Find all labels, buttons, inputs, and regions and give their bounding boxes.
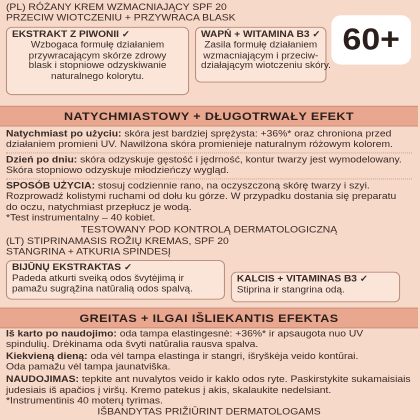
pl-immediate-text-1: skóra jest bardziej sprężysta: +36%* oraz chroniona przed bbox=[121, 129, 392, 140]
pl-day-line-1 bbox=[6, 155, 402, 166]
pl-peony-title: EKSTRAKT Z PIWONII ✓ bbox=[11, 29, 131, 40]
pl-usage-text-1: stosuj codziennie rano, na oczyszczoną skórę twarzy i szyi. bbox=[95, 181, 370, 192]
lt-immediate-line-1 bbox=[6, 329, 363, 340]
pl-peony-text-1: Wzbogaca formułę działaniem bbox=[30, 40, 165, 51]
lt-usage-line-2: judesiais iš apačios į viršų. Kremo patekus į akis, skalaukite nedelsiant. bbox=[5, 385, 332, 396]
pl-peony-text-3: blask i stopniowe odzyskiwanie bbox=[28, 60, 167, 71]
pl-header-line-1: (PL) RÓŻANY KREM WZMACNIAJĄCY SPF 20 bbox=[5, 2, 227, 13]
lt-day-text-1: oda vėl tampa elastinga ir stangri, išryškėja veido kontūrai. bbox=[87, 351, 359, 362]
pl-day-line-2: Skóra stopniowo odzyskuje młodzieńczy wygląd. bbox=[5, 165, 229, 176]
pl-immediate-line-1 bbox=[6, 129, 391, 140]
pl-separator-2 bbox=[6, 179, 412, 180]
lt-usage-line-1 bbox=[6, 375, 411, 386]
pl-peony-extract-box bbox=[6, 27, 189, 95]
pl-usage-line-2: Rozprowadź kolistymi ruchami od dołu ku górze. W przypadku dostania się preparatu bbox=[5, 191, 397, 202]
lt-day-label: Kiekvieną dieną: bbox=[5, 351, 88, 362]
lt-immediate-line-2: spindulių. Drėkinama oda švyti natūralia rausva spalva. bbox=[5, 339, 259, 350]
pl-calcium-text-3: działającym wiotczeniu skóry. bbox=[201, 60, 331, 71]
lt-day-line-1 bbox=[6, 352, 358, 363]
pl-usage-line-3: do oczu, natychmiast przepłucz je wodą. bbox=[5, 202, 192, 213]
lt-effect-banner: GREITAS + ILGAI IŠLIEKANTIS EFEKTAS bbox=[0, 308, 418, 329]
lt-calcium-text-1: Stiprina ir stangrina odą. bbox=[236, 285, 345, 296]
lt-calcium-b3-box bbox=[231, 272, 400, 302]
pl-separator-1 bbox=[6, 152, 412, 153]
pl-usage-line-4: *Test instrumentalny – 40 kobiet. bbox=[5, 213, 156, 224]
lt-peony-extract-box bbox=[6, 260, 225, 299]
pl-day-label: Dzień po dniu: bbox=[5, 155, 78, 166]
age-badge: 60+ bbox=[331, 15, 411, 64]
pl-peony-text-4: naturalnego kolorytu. bbox=[51, 71, 145, 82]
pl-calcium-b3-box bbox=[195, 27, 331, 83]
lt-day-line-2: Oda pamažu vėl tampa jaunatviška. bbox=[5, 362, 171, 373]
pl-usage-label: SPOSÓB UŻYCIA: bbox=[5, 181, 96, 192]
lt-usage-label: NAUDOJIMAS: bbox=[5, 374, 79, 385]
lt-header-line-2: STANGRINA + ATKURIA SPINDESĮ bbox=[5, 247, 171, 258]
lt-dermatology-note: IŠBANDYTAS PRIŽIŪRINT DERMATOLOGAMS bbox=[97, 407, 321, 418]
pl-header-line-2: PRZECIW WIOTCZENIU + PRZYWRACA BLASK bbox=[5, 13, 236, 24]
pl-calcium-title: WAPŃ + WITAMINA B3 ✓ bbox=[201, 29, 321, 40]
lt-immediate-text-1: oda tampa elastingesnė: +36%* ir apsaugota nuo UV bbox=[116, 329, 364, 340]
lt-peony-text-2: pamažu sugrąžina natūralią odos spalvą. bbox=[11, 283, 193, 294]
pl-day-text-1: skóra odzyskuje gęstość i jędrność, kontur twarzy jest wymodelowany. bbox=[77, 155, 402, 166]
pl-immediate-line-2: działaniem promieni UV. Nawilżona skóra promienieje naturalnym różowym kolorem. bbox=[5, 139, 393, 150]
pl-immediate-label: Natychmiast po użyciu: bbox=[5, 129, 122, 140]
pl-calcium-text-1: Zasila formułę działaniem bbox=[204, 40, 318, 51]
pl-calcium-text-2: wzmacniającym i przeciw- bbox=[203, 50, 319, 61]
lt-peony-text-1: Padeda atkurti sveiką odos švytėjimą ir bbox=[11, 273, 184, 284]
pl-usage-line-1 bbox=[6, 181, 370, 192]
lt-calcium-title: KALCIS + VITAMINAS B3 ✓ bbox=[236, 274, 369, 285]
pl-effect-banner: NATYCHMIASTOWY + DŁUGOTRWAŁY EFEKT bbox=[0, 106, 418, 127]
pl-peony-text-2: przywracającym skórze zdrowy bbox=[28, 50, 167, 61]
lt-immediate-label: Iš karto po naudojimo: bbox=[5, 329, 117, 340]
lt-usage-line-3: *Instrumentinis 40 moterų tyrimas. bbox=[5, 396, 163, 407]
lt-header-line-1: (LT) STIPRINAMASIS ROŽIŲ KREMAS, SPF 20 bbox=[5, 236, 229, 247]
lt-peony-title: BIJŪNŲ EKSTRAKTAS ✓ bbox=[11, 262, 133, 273]
lt-usage-text-1: tepkite ant nuvalytos veido ir kaklo odos ryte. Paskirstykite sukamaisiais bbox=[78, 374, 411, 385]
pl-dermatology-note: TESTOWANY POD KONTROLĄ DERMATOLOGICZNĄ bbox=[80, 225, 338, 236]
